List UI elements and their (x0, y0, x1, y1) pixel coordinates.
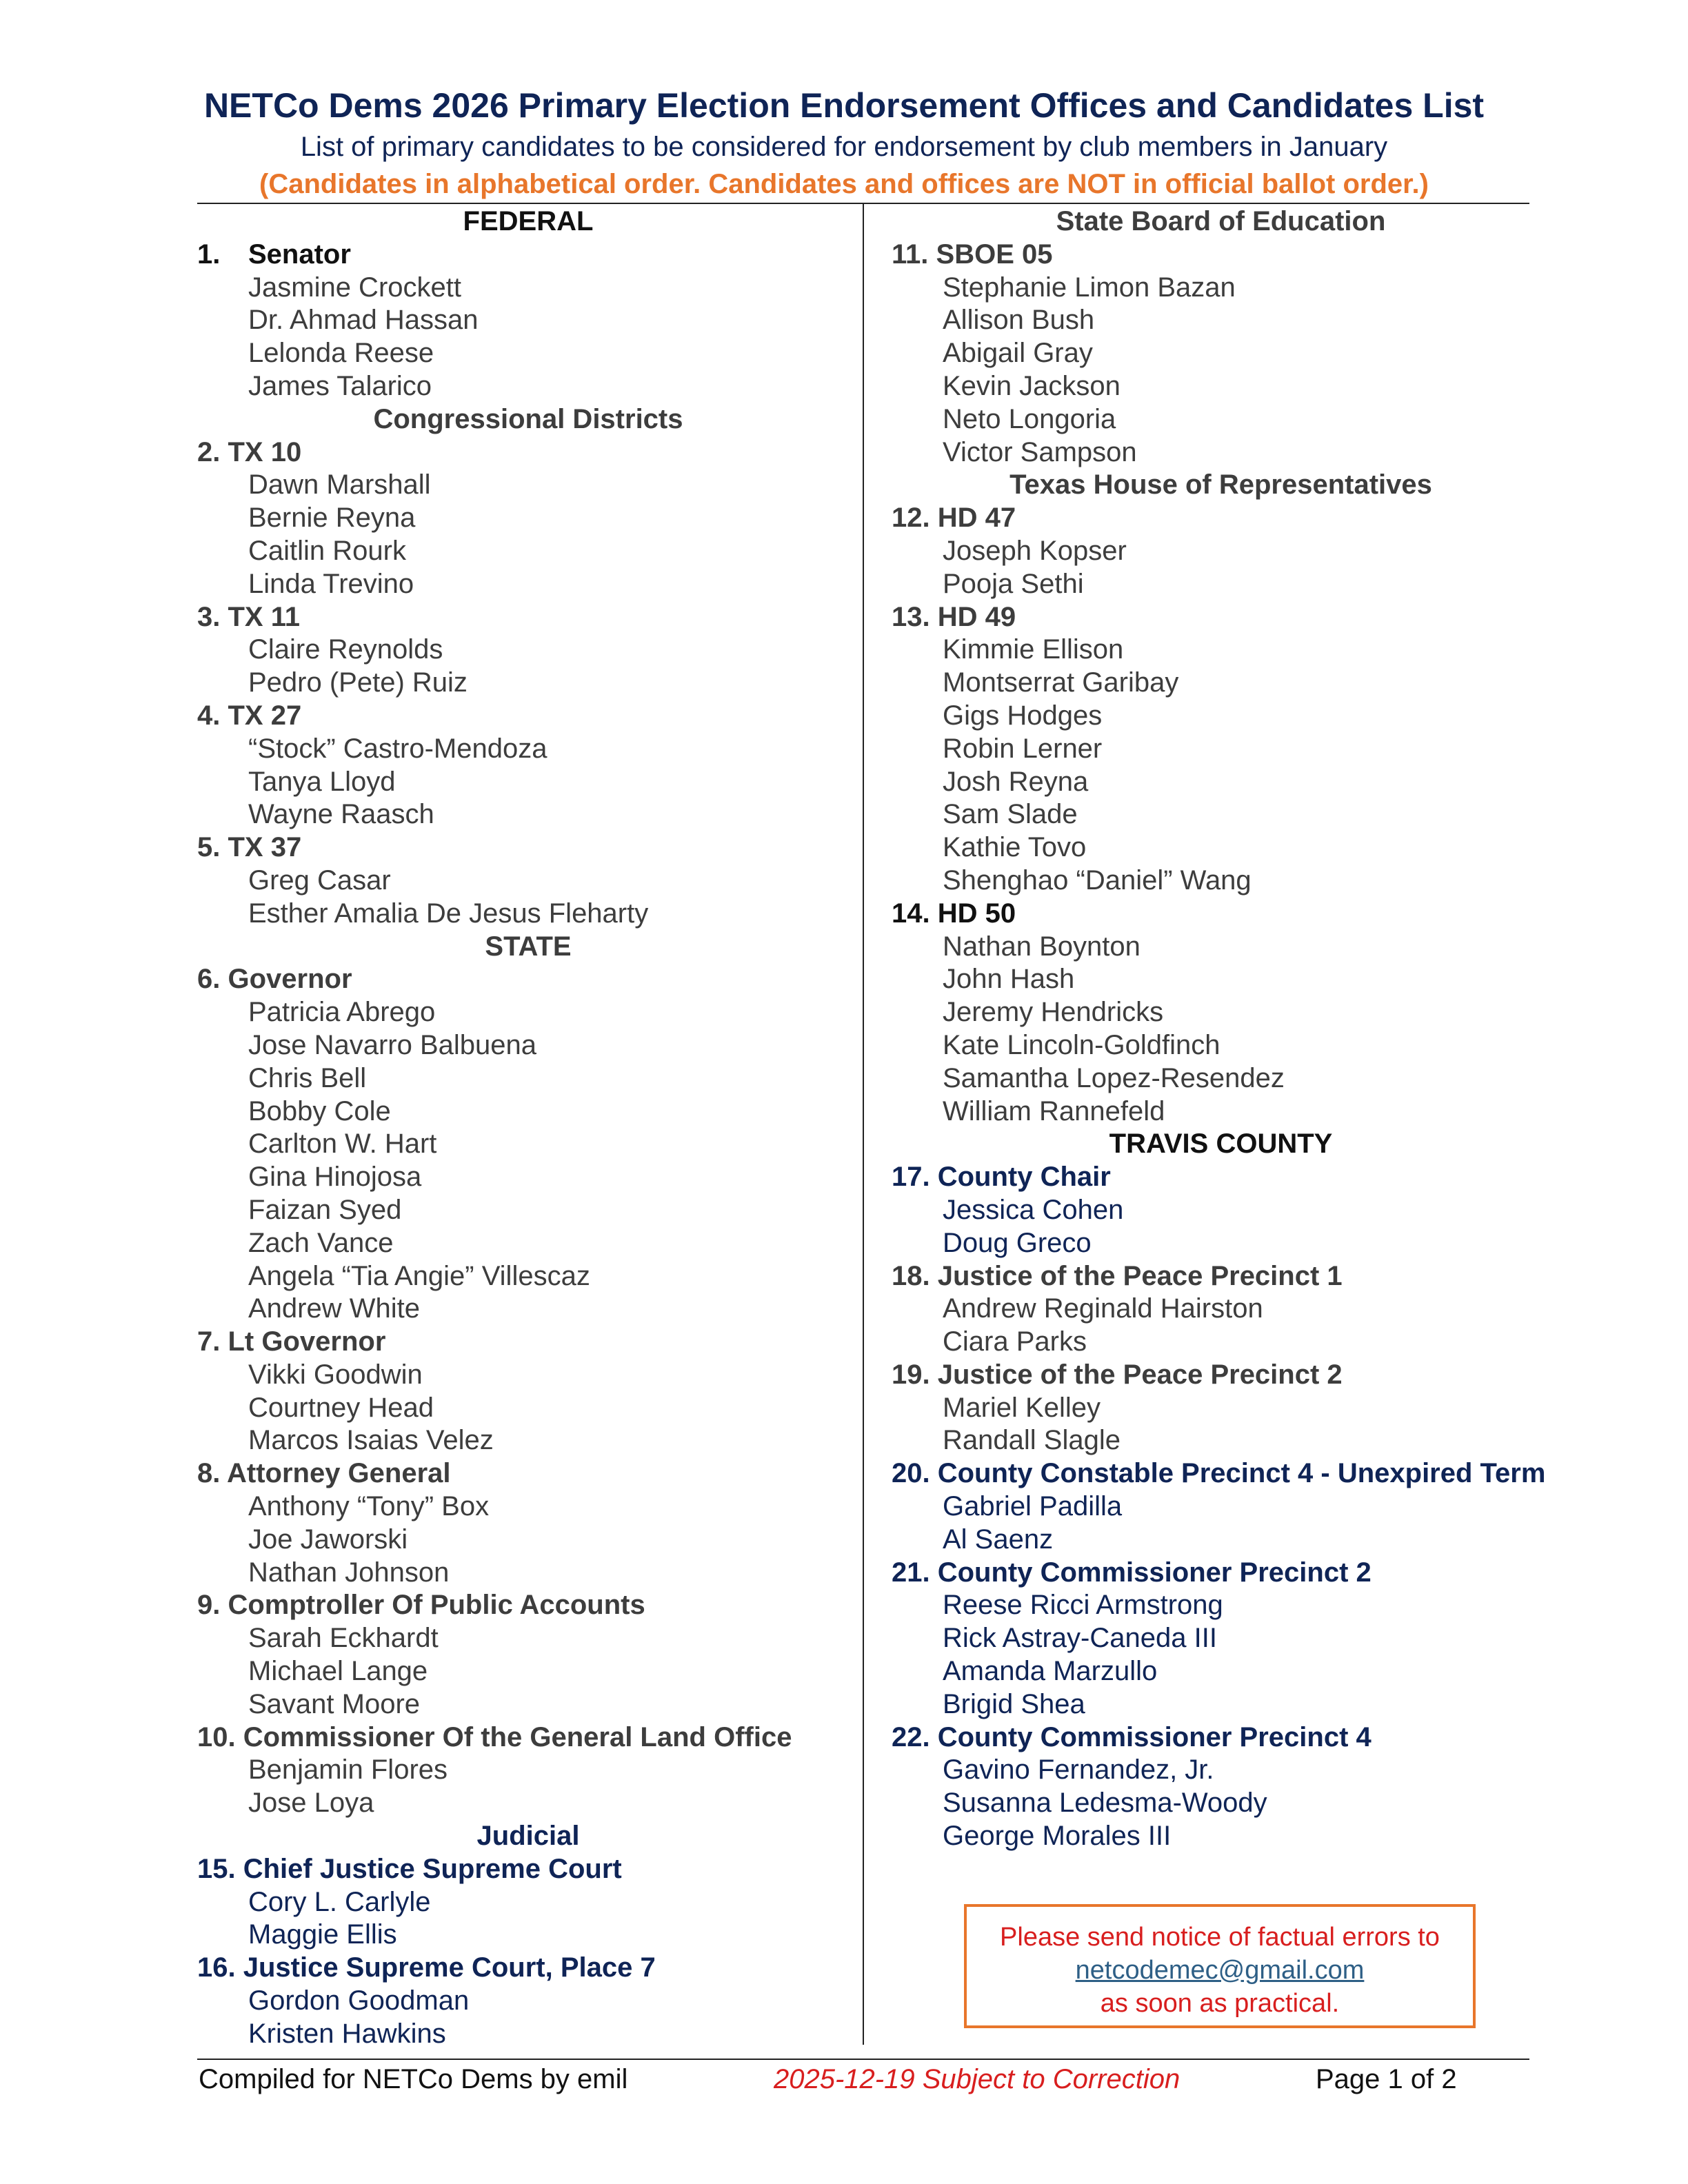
office-jp-precinct-2: 19. Justice of the Peace Precinct 2 (892, 1359, 1343, 1390)
footer-page-number: Page 1 of 2 (1316, 2064, 1457, 2094)
footer-date: 2025-12-19 Subject to Correction (774, 2064, 1180, 2094)
document-subtitle: List of primary candidates to be considered for endorsement by club members in January (300, 132, 1388, 162)
candidate: Jose Navarro Balbuena (248, 1029, 537, 1060)
candidate: Nathan Boynton (943, 931, 1141, 962)
candidate: Tanya Lloyd (248, 766, 396, 797)
candidate: Jeremy Hendricks (943, 997, 1164, 1028)
candidate: Caitlin Rourk (248, 535, 406, 566)
office-tx11: 3. TX 11 (197, 601, 300, 632)
candidate: Bernie Reyna (248, 503, 416, 534)
office-hd49: 13. HD 49 (892, 601, 1016, 632)
candidate: Kristen Hawkins (248, 2018, 446, 2049)
candidate: Carlton W. Hart (248, 1129, 437, 1160)
candidate: Greg Casar (248, 865, 391, 896)
section-congressional: Congressional Districts (373, 403, 683, 434)
candidate: Gavino Fernandez, Jr. (943, 1755, 1214, 1786)
candidate: Joseph Kopser (943, 535, 1127, 566)
document-title: NETCo Dems 2026 Primary Election Endorsement Offices and Candidates List (203, 86, 1485, 125)
candidate: “Stock” Castro-Mendoza (248, 733, 547, 764)
candidate: Joe Jaworski (248, 1524, 408, 1555)
candidate: Cory L. Carlyle (248, 1886, 431, 1917)
candidate: Brigid Shea (943, 1688, 1085, 1719)
candidate: Michael Lange (248, 1656, 428, 1687)
error-notice-line: Please send notice of factual errors to (1000, 1923, 1440, 1952)
candidate: Sam Slade (943, 799, 1078, 830)
candidate: Pooja Sethi (943, 568, 1084, 599)
candidate: Shenghao “Daniel” Wang (943, 865, 1252, 896)
candidate: Gigs Hodges (943, 700, 1103, 731)
right-column (892, 205, 1550, 1853)
office-hd50: 14. HD 50 (892, 898, 1016, 929)
candidate: Gina Hinojosa (248, 1162, 422, 1193)
candidate: Susanna Ledesma-Woody (943, 1788, 1267, 1819)
document-header (0, 83, 1688, 203)
office-jp-precinct-1: 18. Justice of the Peace Precinct 1 (892, 1260, 1343, 1291)
candidate: Robin Lerner (943, 733, 1103, 764)
candidate: Randall Slagle (943, 1425, 1121, 1456)
candidate: Marcos Isaias Velez (248, 1425, 494, 1456)
candidate: Gabriel Padilla (943, 1491, 1123, 1522)
candidate: Abigail Gray (943, 338, 1093, 369)
office-number: 1. (197, 239, 221, 270)
candidate: Reese Ricci Armstrong (943, 1590, 1223, 1621)
candidate: Kathie Tovo (943, 832, 1087, 863)
candidate: Bobby Cole (248, 1095, 391, 1126)
candidate: James Talarico (248, 370, 432, 401)
candidate: Faizan Syed (248, 1194, 402, 1225)
footer-compiled-by: Compiled for NETCo Dems by emil (199, 2064, 628, 2094)
candidate: John Hash (943, 964, 1075, 995)
candidate: Josh Reyna (943, 766, 1089, 797)
section-travis-county: TRAVIS COUNTY (1109, 1129, 1333, 1160)
error-notice-box (964, 1904, 1476, 2028)
candidate: Wayne Raasch (248, 799, 434, 830)
office-commissioner-precinct-4: 22. County Commissioner Precinct 4 (892, 1721, 1372, 1752)
candidate: Linda Trevino (248, 568, 414, 599)
office-justice-place-7: 16. Justice Supreme Court, Place 7 (197, 1952, 656, 1983)
office-sboe-05: 11. SBOE 05 (892, 239, 1053, 270)
candidate: Dr. Ahmad Hassan (248, 305, 479, 336)
candidate: Kimmie Ellison (943, 634, 1124, 665)
candidate: Jose Loya (248, 1788, 374, 1819)
section-judicial: Judicial (476, 1821, 580, 1852)
candidate: Al Saenz (943, 1524, 1054, 1555)
candidate: Zach Vance (248, 1227, 394, 1258)
candidate: Jessica Cohen (943, 1194, 1124, 1225)
office-lt-governor: 7. Lt Governor (197, 1326, 386, 1357)
office-tx37: 5. TX 37 (197, 832, 302, 863)
candidate: Andrew White (248, 1293, 420, 1324)
candidate: William Rannefeld (943, 1095, 1165, 1126)
office-comptroller: 9. Comptroller Of Public Accounts (197, 1590, 645, 1621)
office-chief-justice: 15. Chief Justice Supreme Court (197, 1853, 622, 1884)
ordering-note: (Candidates in alphabetical order. Candidates and offices are NOT in official ballot order.) (259, 169, 1429, 199)
candidate: George Morales III (943, 1821, 1172, 1852)
office-tx10: 2. TX 10 (197, 436, 302, 467)
candidate: Allison Bush (943, 305, 1095, 336)
column-divider (863, 203, 864, 2045)
candidate: Stephanie Limon Bazan (943, 272, 1236, 303)
candidate: Courtney Head (248, 1392, 434, 1423)
office-hd47: 12. HD 47 (892, 503, 1016, 534)
candidate: Samantha Lopez-Resendez (943, 1062, 1285, 1093)
candidate: Anthony “Tony” Box (248, 1491, 490, 1522)
candidate: Montserrat Garibay (943, 667, 1179, 698)
error-notice-line: as soon as practical. (1100, 1989, 1340, 2018)
section-tx-house: Texas House of Representatives (1009, 469, 1432, 501)
office-senator (197, 239, 859, 272)
bottom-rule (197, 2059, 1529, 2060)
office-name: Senator (248, 239, 351, 270)
office-constable-precinct-4: 20. County Constable Precinct 4 - Unexpired Term (892, 1458, 1546, 1489)
candidate: Neto Longoria (943, 403, 1116, 434)
left-column (197, 205, 859, 2051)
candidate: Ciara Parks (943, 1326, 1087, 1357)
candidate: Maggie Ellis (248, 1919, 397, 1950)
candidate: Savant Moore (248, 1688, 421, 1719)
candidate: Esther Amalia De Jesus Fleharty (248, 898, 649, 929)
candidate: Rick Astray-Caneda III (943, 1623, 1217, 1654)
office-land-commissioner: 10. Commissioner Of the General Land Office (197, 1721, 792, 1752)
section-federal: FEDERAL (463, 206, 594, 236)
candidate: Angela “Tia Angie” Villescaz (248, 1260, 590, 1291)
section-sboe: State Board of Education (1056, 206, 1386, 236)
candidate: Vikki Goodwin (248, 1359, 423, 1390)
office-attorney-general: 8. Attorney General (197, 1458, 451, 1489)
candidate: Nathan Johnson (248, 1557, 450, 1588)
candidate: Chris Bell (248, 1062, 367, 1093)
candidate: Andrew Reginald Hairston (943, 1293, 1263, 1324)
candidate: Patricia Abrego (248, 997, 436, 1028)
email-link[interactable]: netcodemec@gmail.com (1075, 1956, 1365, 1985)
section-state: STATE (485, 931, 572, 962)
candidate: Mariel Kelley (943, 1392, 1101, 1423)
candidate: Claire Reynolds (248, 634, 443, 665)
candidate: Victor Sampson (943, 436, 1137, 467)
candidate: Doug Greco (943, 1227, 1092, 1258)
office-county-chair: 17. County Chair (892, 1162, 1111, 1193)
candidate: Gordon Goodman (248, 1985, 470, 2016)
candidate: Jasmine Crockett (248, 272, 461, 303)
candidate: Kevin Jackson (943, 370, 1121, 401)
candidate: Kate Lincoln-Goldfinch (943, 1029, 1220, 1060)
candidate: Lelonda Reese (248, 338, 434, 369)
candidate: Dawn Marshall (248, 469, 431, 501)
candidate: Sarah Eckhardt (248, 1623, 439, 1654)
candidate: Pedro (Pete) Ruiz (248, 667, 468, 698)
office-tx27: 4. TX 27 (197, 700, 302, 731)
office-commissioner-precinct-2: 21. County Commissioner Precinct 2 (892, 1557, 1372, 1588)
candidate: Amanda Marzullo (943, 1656, 1158, 1687)
office-governor: 6. Governor (197, 964, 352, 995)
candidate: Benjamin Flores (248, 1755, 448, 1786)
